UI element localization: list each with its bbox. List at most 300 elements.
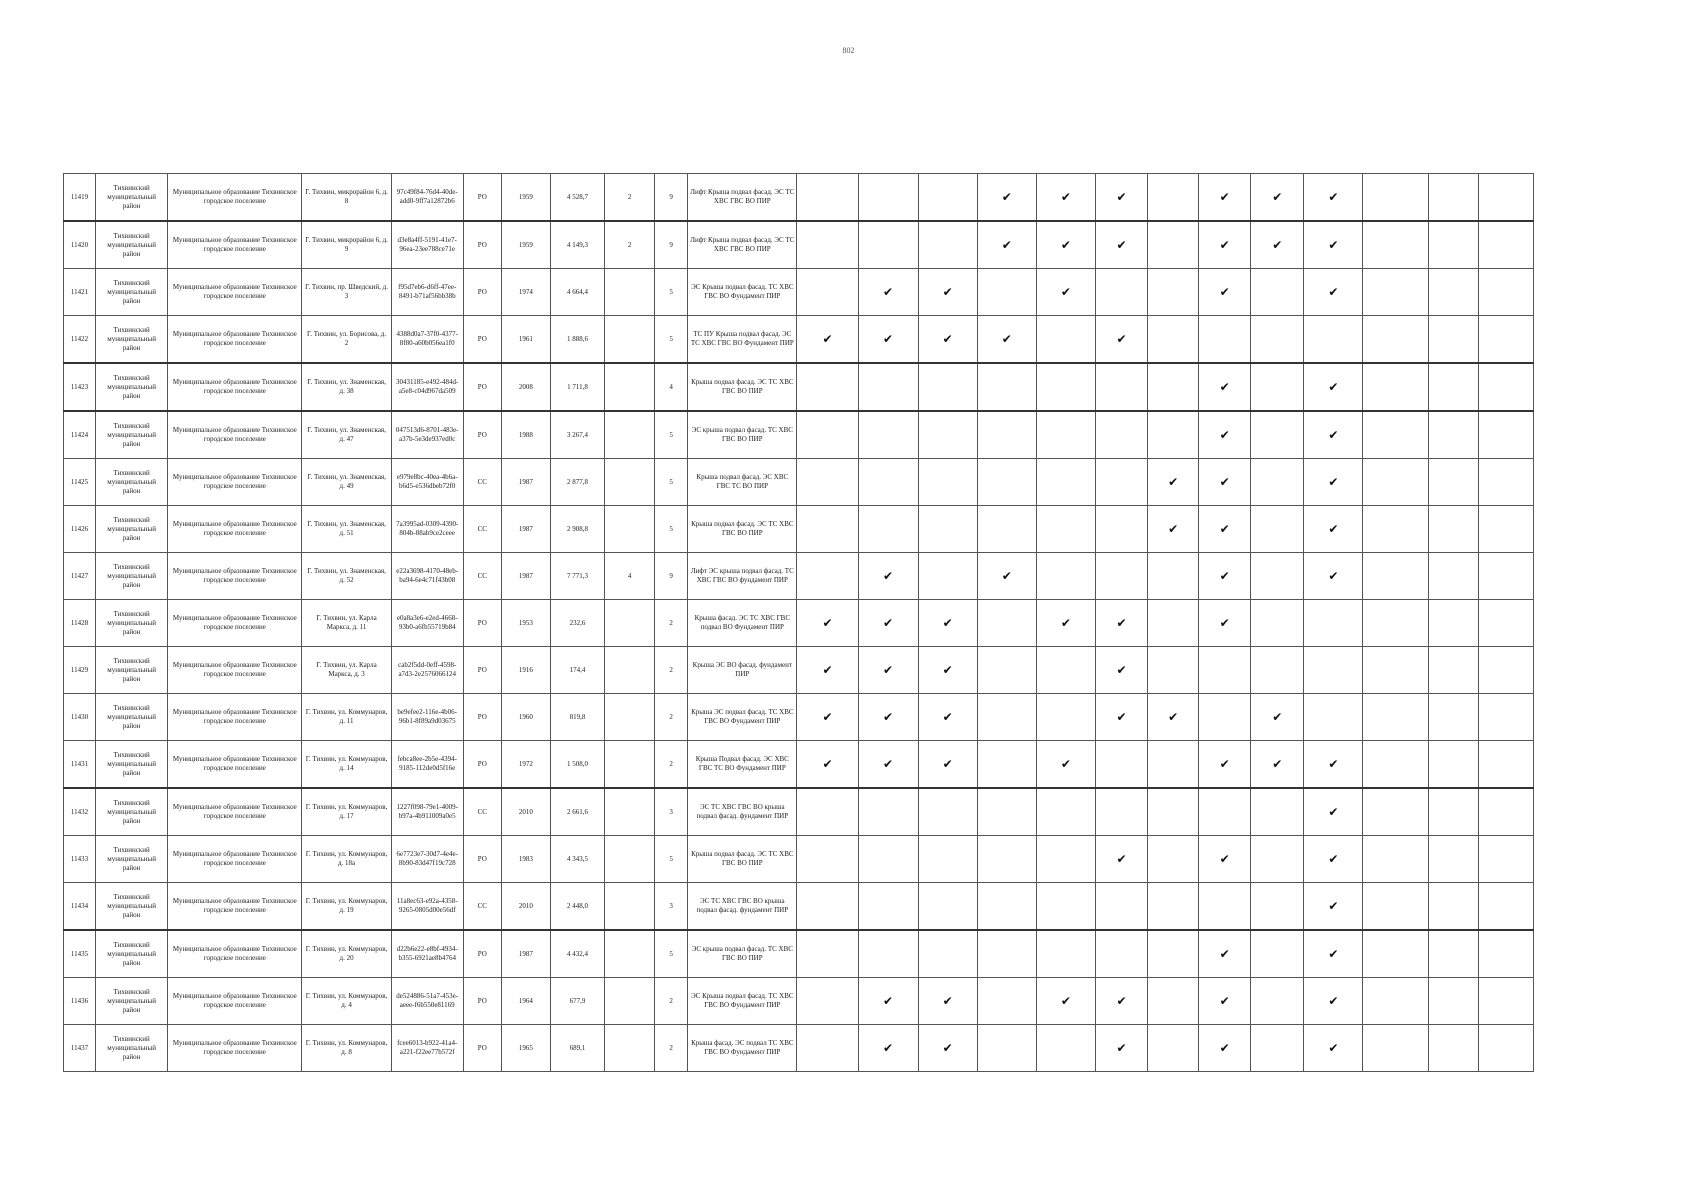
area-cell: 232,6 (550, 600, 604, 647)
municipality-cell: Муниципальное образование Тихвинское городское поселение (168, 836, 302, 883)
empty-check-cell (1428, 363, 1478, 411)
entrances-cell (605, 363, 655, 411)
empty-check-cell (1478, 694, 1533, 741)
empty-check-cell (1428, 647, 1478, 694)
check-mark-icon: ✔ (977, 174, 1036, 222)
check-mark-icon: ✔ (1199, 174, 1251, 222)
empty-check-cell (977, 363, 1036, 411)
empty-check-cell (977, 978, 1036, 1025)
floors-cell: 5 (655, 506, 688, 553)
empty-check-cell (1478, 553, 1533, 600)
table-row (64, 694, 1534, 741)
check-mark-icon: ✔ (918, 1025, 977, 1072)
municipality-cell: Муниципальное образование Тихвинское городское поселение (168, 221, 302, 269)
page-number: 802 (842, 46, 855, 55)
ownership-type-cell: СС (463, 506, 501, 553)
guid-cell: 1227f098-79e1-4009-b97a-4b911009a0e5 (391, 788, 463, 836)
municipality-cell: Муниципальное образование Тихвинское городское поселение (168, 647, 302, 694)
empty-check-cell (1036, 836, 1095, 883)
check-mark-icon: ✔ (1199, 221, 1251, 269)
check-mark-icon: ✔ (918, 269, 977, 316)
empty-check-cell (1251, 316, 1304, 364)
check-mark-icon: ✔ (1251, 694, 1304, 741)
area-cell: 2 448,0 (550, 883, 604, 931)
floors-cell: 9 (655, 174, 688, 222)
entrances-cell: 2 (605, 221, 655, 269)
empty-check-cell (918, 553, 977, 600)
works-list-cell: Крыша подвал фасад. ЭС ХВС ГВС ТС ВО ПИР (688, 459, 797, 506)
entrances-cell (605, 459, 655, 506)
check-mark-icon: ✔ (1199, 459, 1251, 506)
empty-check-cell (797, 883, 858, 931)
empty-check-cell (1251, 411, 1304, 459)
check-mark-icon: ✔ (1304, 1025, 1363, 1072)
empty-check-cell (1199, 883, 1251, 931)
municipality-cell: Муниципальное образование Тихвинское городское поселение (168, 930, 302, 978)
empty-check-cell (918, 221, 977, 269)
table-row (64, 459, 1534, 506)
empty-check-cell (1304, 694, 1363, 741)
floors-cell: 4 (655, 363, 688, 411)
works-list-cell: ЭС крыша подвал фасад. ТС ХВС ГВС ВО ПИР (688, 930, 797, 978)
guid-cell: d22b6e22-e8bf-4934-b355-6921ae8b4764 (391, 930, 463, 978)
empty-check-cell (1428, 930, 1478, 978)
empty-check-cell (858, 883, 918, 931)
empty-check-cell (1199, 694, 1251, 741)
guid-cell: e0a8a3e6-e2ed-4668-93b0-a6fb55719b84 (391, 600, 463, 647)
municipality-cell: Муниципальное образование Тихвинское городское поселение (168, 506, 302, 553)
empty-check-cell (1363, 363, 1428, 411)
table-row (64, 174, 1534, 222)
area-cell: 2 877,8 (550, 459, 604, 506)
address-cell: Г. Тихвин, ул. Коммунаров, д. 14 (302, 741, 391, 789)
table-row (64, 1025, 1534, 1072)
ownership-type-cell: РО (463, 1025, 501, 1072)
empty-check-cell (918, 411, 977, 459)
works-list-cell: Лифт ЭС крыша подвал фасад. ТС ХВС ГВС ВО фундамент ПИР (688, 553, 797, 600)
empty-check-cell (1428, 316, 1478, 364)
empty-check-cell (977, 269, 1036, 316)
empty-check-cell (1478, 506, 1533, 553)
empty-check-cell (1428, 788, 1478, 836)
area-cell: 174,4 (550, 647, 604, 694)
empty-check-cell (1363, 836, 1428, 883)
empty-check-cell (1428, 883, 1478, 931)
empty-check-cell (1363, 506, 1428, 553)
district-cell: Тихвинский муниципальный район (96, 411, 168, 459)
empty-check-cell (1428, 506, 1478, 553)
empty-check-cell (1363, 741, 1428, 789)
district-cell: Тихвинский муниципальный район (96, 316, 168, 364)
entrances-cell (605, 600, 655, 647)
empty-check-cell (858, 930, 918, 978)
ownership-type-cell: РО (463, 836, 501, 883)
floors-cell: 5 (655, 269, 688, 316)
year-cell: 1953 (501, 600, 550, 647)
empty-check-cell (858, 836, 918, 883)
guid-cell: be9efee2-116e-4b06-96b1-8f89a9d03675 (391, 694, 463, 741)
empty-check-cell (918, 174, 977, 222)
address-cell: Г. Тихвин, пр. Шведский, д. 3 (302, 269, 391, 316)
guid-cell: 30431185-e492-484d-a5e8-c04d967da509 (391, 363, 463, 411)
table-row (64, 883, 1534, 931)
entrances-cell (605, 883, 655, 931)
check-mark-icon: ✔ (1095, 174, 1147, 222)
address-cell: Г. Тихвин, ул. Борисова, д. 2 (302, 316, 391, 364)
empty-check-cell (1148, 316, 1199, 364)
check-mark-icon: ✔ (1304, 506, 1363, 553)
check-mark-icon: ✔ (1036, 978, 1095, 1025)
empty-check-cell (1095, 363, 1147, 411)
address-cell: Г. Тихвин, ул. Коммунаров, д. 18а (302, 836, 391, 883)
year-cell: 1965 (501, 1025, 550, 1072)
address-cell: Г. Тихвин, микрорайон 6, д. 9 (302, 221, 391, 269)
check-mark-icon: ✔ (1036, 741, 1095, 789)
check-mark-icon: ✔ (1304, 221, 1363, 269)
empty-check-cell (797, 553, 858, 600)
check-mark-icon: ✔ (1199, 741, 1251, 789)
address-cell: Г. Тихвин, ул. Карла Маркса, д. 3 (302, 647, 391, 694)
row-number: 11421 (64, 269, 96, 316)
table-row (64, 741, 1534, 789)
works-list-cell: Крыша ЭС подвал фасад. ТС ХВС ГВС ВО Фундамент ПИР (688, 694, 797, 741)
ownership-type-cell: РО (463, 741, 501, 789)
address-cell: Г. Тихвин, ул. Коммунаров, д. 20 (302, 930, 391, 978)
floors-cell: 9 (655, 553, 688, 600)
empty-check-cell (1095, 506, 1147, 553)
check-mark-icon: ✔ (858, 269, 918, 316)
guid-cell: d3e8a4ff-5191-41e7-96ea-23ee788ce71e (391, 221, 463, 269)
district-cell: Тихвинский муниципальный район (96, 459, 168, 506)
year-cell: 1916 (501, 647, 550, 694)
empty-check-cell (797, 174, 858, 222)
year-cell: 2010 (501, 883, 550, 931)
empty-check-cell (1363, 647, 1428, 694)
ownership-type-cell: РО (463, 174, 501, 222)
row-number: 11430 (64, 694, 96, 741)
empty-check-cell (1095, 269, 1147, 316)
check-mark-icon: ✔ (1095, 978, 1147, 1025)
ownership-type-cell: РО (463, 978, 501, 1025)
municipality-cell: Муниципальное образование Тихвинское городское поселение (168, 600, 302, 647)
year-cell: 1974 (501, 269, 550, 316)
empty-check-cell (977, 506, 1036, 553)
check-mark-icon: ✔ (1095, 221, 1147, 269)
guid-cell: 4388d0a7-37f0-4377-8f80-a60b056ea1f0 (391, 316, 463, 364)
empty-check-cell (1251, 363, 1304, 411)
district-cell: Тихвинский муниципальный район (96, 174, 168, 222)
guid-cell: f95d7eb6-d6ff-47ee-8491-b71af56bb38b (391, 269, 463, 316)
empty-check-cell (1363, 269, 1428, 316)
check-mark-icon: ✔ (858, 553, 918, 600)
housing-registry-table (63, 173, 1534, 1072)
empty-check-cell (1428, 600, 1478, 647)
empty-check-cell (1428, 269, 1478, 316)
empty-check-cell (1148, 1025, 1199, 1072)
empty-check-cell (1478, 174, 1533, 222)
address-cell: Г. Тихвин, ул. Коммунаров, д. 19 (302, 883, 391, 931)
floors-cell: 5 (655, 836, 688, 883)
empty-check-cell (1148, 411, 1199, 459)
registry-body (64, 174, 1534, 1072)
guid-cell: 97c49f84-76d4-40de-add0-9ff7a12872b6 (391, 174, 463, 222)
empty-check-cell (1363, 978, 1428, 1025)
empty-check-cell (1363, 883, 1428, 931)
entrances-cell: 4 (605, 553, 655, 600)
empty-check-cell (977, 741, 1036, 789)
works-list-cell: Лифт Крыша подвал фасад. ЭС ТС ХВС ГВС ВО ПИР (688, 221, 797, 269)
table-row (64, 600, 1534, 647)
check-mark-icon: ✔ (1199, 363, 1251, 411)
check-mark-icon: ✔ (1304, 788, 1363, 836)
address-cell: Г. Тихвин, ул. Знаменская, д. 47 (302, 411, 391, 459)
district-cell: Тихвинский муниципальный район (96, 647, 168, 694)
guid-cell: e979e8bc-40ea-4b6a-b6d5-e536dbeb72f0 (391, 459, 463, 506)
ownership-type-cell: СС (463, 553, 501, 600)
area-cell: 819,8 (550, 694, 604, 741)
year-cell: 1987 (501, 930, 550, 978)
district-cell: Тихвинский муниципальный район (96, 930, 168, 978)
address-cell: Г. Тихвин, ул. Коммунаров, д. 17 (302, 788, 391, 836)
check-mark-icon: ✔ (797, 316, 858, 364)
address-cell: Г. Тихвин, ул. Коммунаров, д. 11 (302, 694, 391, 741)
area-cell: 4 432,4 (550, 930, 604, 978)
check-mark-icon: ✔ (1304, 363, 1363, 411)
year-cell: 1983 (501, 836, 550, 883)
check-mark-icon: ✔ (1304, 411, 1363, 459)
entrances-cell (605, 1025, 655, 1072)
check-mark-icon: ✔ (977, 221, 1036, 269)
check-mark-icon: ✔ (1036, 221, 1095, 269)
check-mark-icon: ✔ (1199, 978, 1251, 1025)
district-cell: Тихвинский муниципальный район (96, 1025, 168, 1072)
empty-check-cell (1199, 647, 1251, 694)
row-number: 11429 (64, 647, 96, 694)
row-number: 11424 (64, 411, 96, 459)
empty-check-cell (858, 363, 918, 411)
empty-check-cell (977, 883, 1036, 931)
empty-check-cell (1036, 647, 1095, 694)
empty-check-cell (1304, 316, 1363, 364)
check-mark-icon: ✔ (1095, 600, 1147, 647)
table-row (64, 363, 1534, 411)
check-mark-icon: ✔ (918, 694, 977, 741)
floors-cell: 3 (655, 788, 688, 836)
row-number: 11419 (64, 174, 96, 222)
floors-cell: 2 (655, 978, 688, 1025)
empty-check-cell (918, 930, 977, 978)
empty-check-cell (918, 836, 977, 883)
floors-cell: 5 (655, 930, 688, 978)
empty-check-cell (1363, 1025, 1428, 1072)
check-mark-icon: ✔ (1095, 316, 1147, 364)
check-mark-icon: ✔ (1199, 600, 1251, 647)
check-mark-icon: ✔ (1251, 221, 1304, 269)
empty-check-cell (977, 411, 1036, 459)
year-cell: 1964 (501, 978, 550, 1025)
empty-check-cell (1251, 788, 1304, 836)
empty-check-cell (1036, 788, 1095, 836)
ownership-type-cell: РО (463, 221, 501, 269)
check-mark-icon: ✔ (1304, 553, 1363, 600)
check-mark-icon: ✔ (1036, 174, 1095, 222)
guid-cell: 7a3995ad-0309-4390-804b-88ab9ce2ceee (391, 506, 463, 553)
district-cell: Тихвинский муниципальный район (96, 978, 168, 1025)
area-cell: 677,9 (550, 978, 604, 1025)
empty-check-cell (1478, 411, 1533, 459)
empty-check-cell (918, 788, 977, 836)
floors-cell: 2 (655, 600, 688, 647)
empty-check-cell (1251, 883, 1304, 931)
year-cell: 1961 (501, 316, 550, 364)
empty-check-cell (1036, 930, 1095, 978)
empty-check-cell (977, 647, 1036, 694)
ownership-type-cell: РО (463, 694, 501, 741)
area-cell: 2 908,8 (550, 506, 604, 553)
empty-check-cell (1036, 553, 1095, 600)
area-cell: 1 711,8 (550, 363, 604, 411)
entrances-cell (605, 978, 655, 1025)
row-number: 11435 (64, 930, 96, 978)
table-row (64, 553, 1534, 600)
check-mark-icon: ✔ (918, 978, 977, 1025)
empty-check-cell (977, 836, 1036, 883)
year-cell: 1987 (501, 553, 550, 600)
row-number: 11434 (64, 883, 96, 931)
empty-check-cell (1478, 363, 1533, 411)
empty-check-cell (797, 978, 858, 1025)
ownership-type-cell: РО (463, 647, 501, 694)
empty-check-cell (797, 1025, 858, 1072)
year-cell: 2008 (501, 363, 550, 411)
check-mark-icon: ✔ (858, 600, 918, 647)
empty-check-cell (977, 788, 1036, 836)
empty-check-cell (1148, 600, 1199, 647)
entrances-cell (605, 741, 655, 789)
area-cell: 1 888,6 (550, 316, 604, 364)
municipality-cell: Муниципальное образование Тихвинское городское поселение (168, 553, 302, 600)
empty-check-cell (1095, 883, 1147, 931)
address-cell: Г. Тихвин, ул. Знаменская, д. 38 (302, 363, 391, 411)
check-mark-icon: ✔ (858, 1025, 918, 1072)
empty-check-cell (918, 459, 977, 506)
empty-check-cell (1478, 221, 1533, 269)
check-mark-icon: ✔ (1095, 836, 1147, 883)
row-number: 11426 (64, 506, 96, 553)
empty-check-cell (1148, 836, 1199, 883)
row-number: 11420 (64, 221, 96, 269)
check-mark-icon: ✔ (797, 694, 858, 741)
check-mark-icon: ✔ (1148, 459, 1199, 506)
empty-check-cell (1251, 506, 1304, 553)
empty-check-cell (1363, 600, 1428, 647)
floors-cell: 5 (655, 411, 688, 459)
year-cell: 2010 (501, 788, 550, 836)
guid-cell: febca8ee-2b5e-4394-9185-112de0d5f16e (391, 741, 463, 789)
empty-check-cell (1036, 411, 1095, 459)
empty-check-cell (1251, 647, 1304, 694)
row-number: 11425 (64, 459, 96, 506)
check-mark-icon: ✔ (1095, 694, 1147, 741)
year-cell: 1987 (501, 459, 550, 506)
year-cell: 1988 (501, 411, 550, 459)
table-row (64, 647, 1534, 694)
address-cell: Г. Тихвин, ул. Коммунаров, д. 8 (302, 1025, 391, 1072)
empty-check-cell (1036, 883, 1095, 931)
empty-check-cell (1095, 930, 1147, 978)
ownership-type-cell: СС (463, 883, 501, 931)
empty-check-cell (1363, 553, 1428, 600)
year-cell: 1987 (501, 506, 550, 553)
empty-check-cell (858, 506, 918, 553)
year-cell: 1959 (501, 174, 550, 222)
works-list-cell: ЭС ТС ХВС ГВС ВО крыша подвал фасад. фундамент ПИР (688, 883, 797, 931)
works-list-cell: ЭС крыша подвал фасад. ТС ХВС ГВС ВО ПИР (688, 411, 797, 459)
check-mark-icon: ✔ (797, 600, 858, 647)
empty-check-cell (797, 930, 858, 978)
check-mark-icon: ✔ (918, 647, 977, 694)
empty-check-cell (797, 788, 858, 836)
empty-check-cell (1428, 174, 1478, 222)
table-row (64, 316, 1534, 364)
guid-cell: 6e7723e7-30d7-4e4e-8b90-83d47f19c728 (391, 836, 463, 883)
check-mark-icon: ✔ (1199, 411, 1251, 459)
entrances-cell (605, 269, 655, 316)
district-cell: Тихвинский муниципальный район (96, 363, 168, 411)
empty-check-cell (977, 459, 1036, 506)
ownership-type-cell: СС (463, 459, 501, 506)
empty-check-cell (1363, 316, 1428, 364)
empty-check-cell (797, 506, 858, 553)
row-number: 11436 (64, 978, 96, 1025)
area-cell: 1 508,0 (550, 741, 604, 789)
area-cell: 4 664,4 (550, 269, 604, 316)
empty-check-cell (858, 788, 918, 836)
empty-check-cell (1148, 978, 1199, 1025)
municipality-cell: Муниципальное образование Тихвинское городское поселение (168, 694, 302, 741)
works-list-cell: ТС ПУ Крыша подвал фасад. ЭС ТС ХВС ГВС ВО Фундамент ПИР (688, 316, 797, 364)
district-cell: Тихвинский муниципальный район (96, 883, 168, 931)
empty-check-cell (1036, 506, 1095, 553)
empty-check-cell (1428, 978, 1478, 1025)
empty-check-cell (1363, 459, 1428, 506)
check-mark-icon: ✔ (1199, 269, 1251, 316)
empty-check-cell (1036, 694, 1095, 741)
empty-check-cell (858, 459, 918, 506)
ownership-type-cell: РО (463, 600, 501, 647)
entrances-cell (605, 788, 655, 836)
check-mark-icon: ✔ (1036, 600, 1095, 647)
empty-check-cell (1036, 459, 1095, 506)
empty-check-cell (1251, 269, 1304, 316)
empty-check-cell (1363, 411, 1428, 459)
empty-check-cell (977, 600, 1036, 647)
guid-cell: e22a3698-4170-48eb-ba94-6e4c71f43b08 (391, 553, 463, 600)
empty-check-cell (1251, 600, 1304, 647)
district-cell: Тихвинский муниципальный район (96, 788, 168, 836)
empty-check-cell (1478, 316, 1533, 364)
area-cell: 689,1 (550, 1025, 604, 1072)
empty-check-cell (797, 363, 858, 411)
works-list-cell: ЭС ТС ХВС ГВС ВО крыша подвал фасад. фундамент ПИР (688, 788, 797, 836)
empty-check-cell (1478, 930, 1533, 978)
guid-cell: 047513d6-8701-483e-a37b-5e3de937ed0c (391, 411, 463, 459)
ownership-type-cell: РО (463, 930, 501, 978)
row-number: 11427 (64, 553, 96, 600)
guid-cell: 11a8ec63-e92a-4358-9265-0805d00e56df (391, 883, 463, 931)
check-mark-icon: ✔ (977, 553, 1036, 600)
municipality-cell: Муниципальное образование Тихвинское городское поселение (168, 978, 302, 1025)
